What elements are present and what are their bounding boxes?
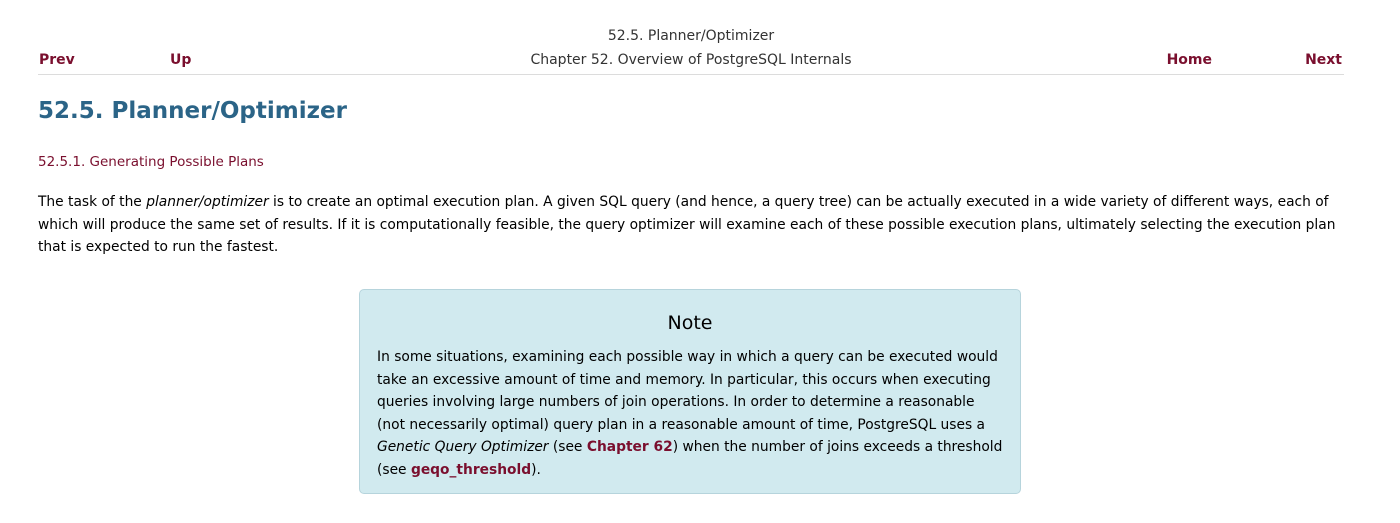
intro-text-after: is to create an optimal execution plan. A given SQL query (and hence, a query tree) can be actually executed in a wide variety of different ways, each of which will produce the same set of results. If it is computationally feasible, the query optimizer will examine each of these possible execution plans, ultimately selecting the execution plan that is expected to run the fastest.	[38, 194, 1336, 255]
note-term: Genetic Query Optimizer	[377, 439, 549, 455]
note-text-2: (see	[548, 439, 587, 455]
note-title: Note	[667, 312, 713, 334]
note-body	[377, 346, 1005, 481]
page-title: 52.5. Planner/Optimizer	[38, 98, 347, 124]
note-text-3: ) when the number of joins exceeds a threshold (see	[377, 439, 1003, 478]
intro-term: planner/optimizer	[146, 194, 269, 210]
nav-chapter-title: Chapter 52. Overview of PostgreSQL Internals	[530, 52, 852, 68]
nav-header	[38, 26, 1344, 75]
chapter-62-link[interactable]: Chapter 62	[586, 439, 673, 455]
intro-text-before: The task of the	[38, 194, 147, 210]
prev-link[interactable]: Prev	[39, 52, 75, 68]
note-text-1: In some situations, examining each possible way in which a query can be executed would take an excessive amount of time and memory. In particular, this occurs when executing queries involving large numbers of join operations. In order to determine a reasonable (not necessarily optimal) query plan in a reasonable amount of time, PostgreSQL uses a	[377, 349, 998, 433]
note-text-4: ).	[531, 461, 541, 478]
note-box	[359, 289, 1021, 494]
nav-section-title: 52.5. Planner/Optimizer	[607, 28, 775, 44]
toc-link-generating-possible-plans[interactable]: 52.5.1. Generating Possible Plans	[38, 154, 264, 170]
next-link[interactable]: Next	[1305, 52, 1342, 68]
intro-paragraph	[38, 191, 1348, 259]
home-link[interactable]: Home	[1166, 52, 1212, 68]
geqo-threshold-link[interactable]: geqo_threshold	[410, 461, 532, 478]
up-link[interactable]: Up	[170, 52, 192, 68]
